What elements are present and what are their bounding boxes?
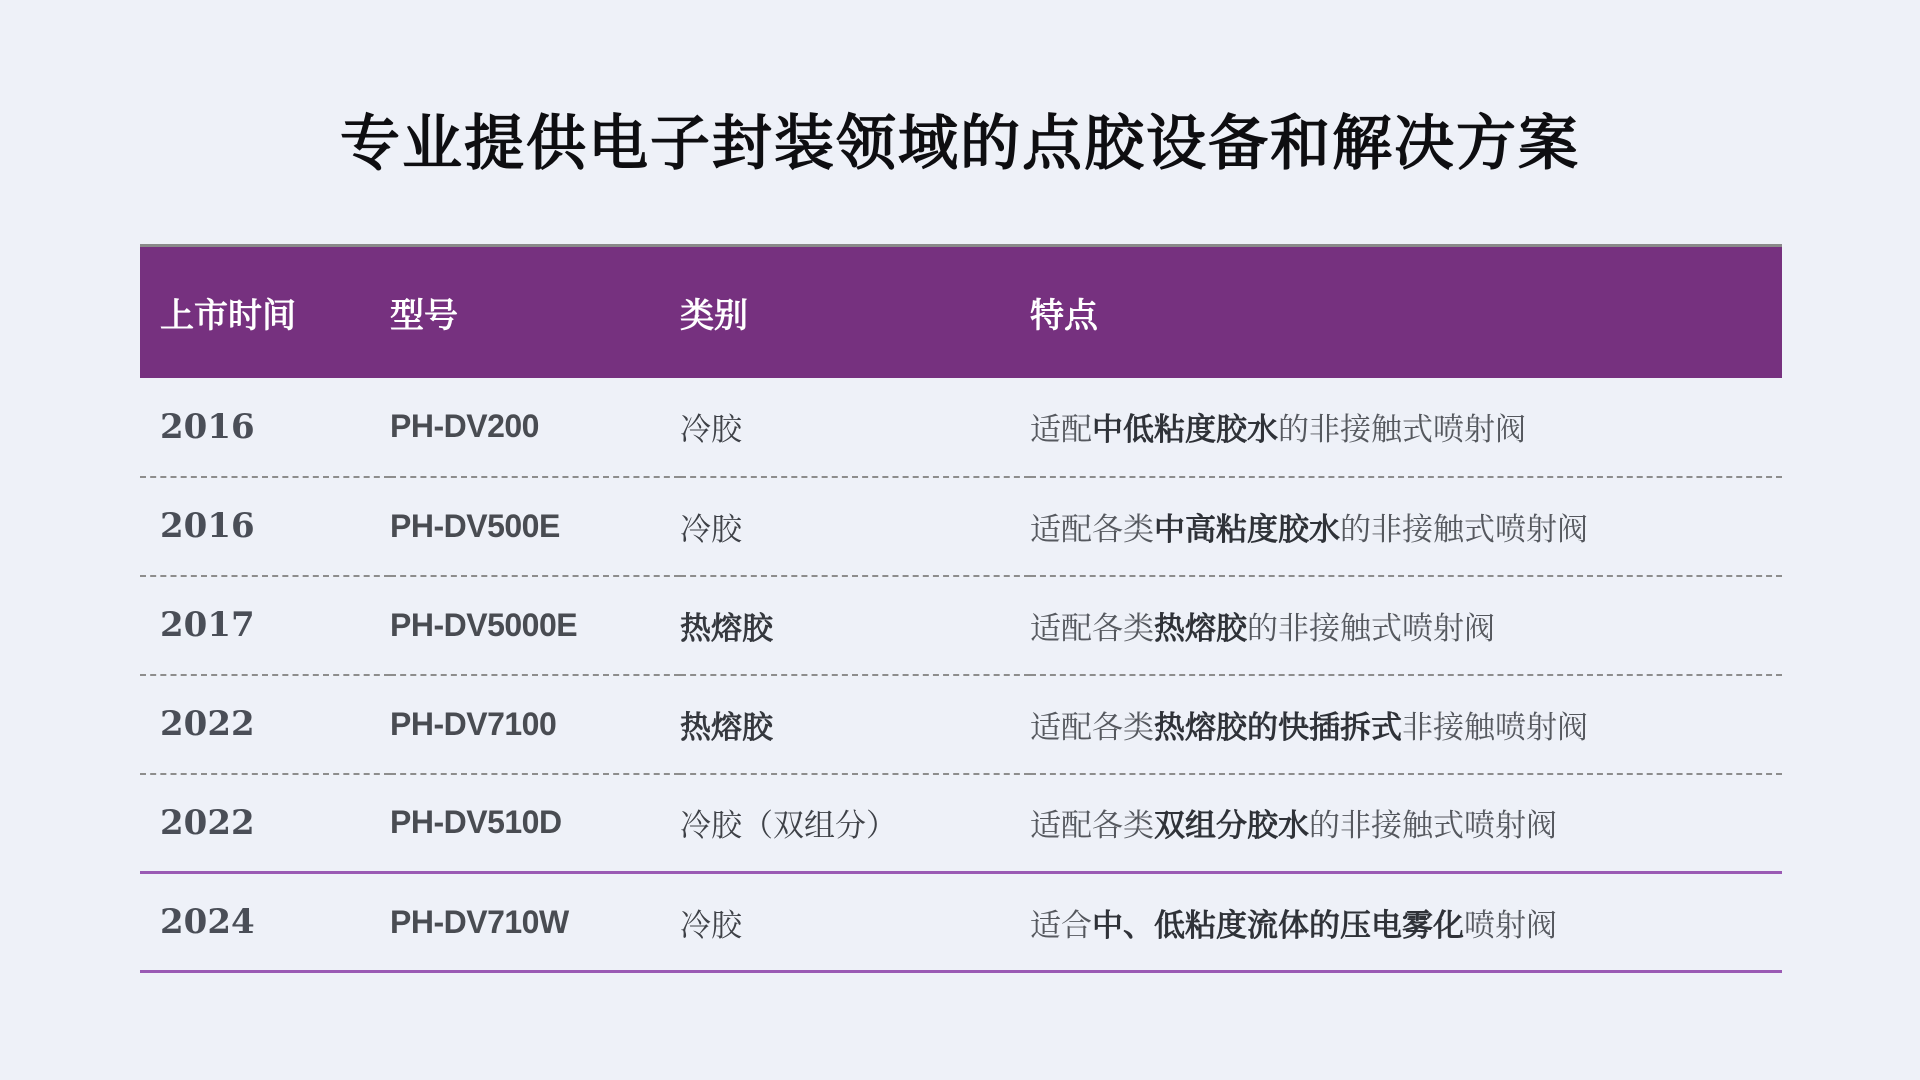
column-header-launch-time: 上市时间	[160, 296, 296, 335]
table-row	[140, 477, 1782, 576]
cell-model: PH-DV500E	[390, 507, 560, 544]
cell-category: 热熔胶	[680, 610, 773, 646]
page-title: 专业提供电子封装领域的点胶设备和解决方案	[340, 110, 1580, 177]
cell-category: 热熔胶	[680, 709, 773, 745]
table-row	[140, 378, 1782, 477]
cell-launch-year: 2016	[160, 406, 255, 447]
column-header-category: 类别	[680, 296, 748, 335]
cell-launch-year: 2022	[160, 802, 255, 843]
product-table	[140, 244, 1782, 973]
table-row	[140, 774, 1782, 873]
cell-feature: 适配各类热熔胶的快插拆式非接触喷射阀	[1030, 709, 1588, 745]
table-row	[140, 675, 1782, 774]
cell-launch-year: 2022	[160, 704, 255, 744]
cell-model: PH-DV5000E	[390, 606, 578, 643]
cell-model: PH-DV7100	[390, 705, 557, 742]
cell-feature: 适合中、低粘度流体的压电雾化喷射阀	[1030, 907, 1557, 943]
table-header-row	[140, 246, 1782, 378]
column-header-feature: 特点	[1030, 296, 1098, 335]
cell-category: 冷胶	[680, 511, 742, 547]
table-header	[140, 246, 1782, 378]
table-body	[140, 378, 1782, 972]
table-row	[140, 576, 1782, 675]
cell-launch-year: 2016	[160, 506, 255, 546]
cell-category: 冷胶	[680, 412, 742, 447]
table-row	[140, 873, 1782, 972]
cell-feature: 适配各类热熔胶的非接触式喷射阀	[1030, 610, 1495, 646]
cell-model: PH-DV710W	[390, 903, 569, 940]
cell-feature: 适配中低粘度胶水的非接触式喷射阀	[1030, 412, 1526, 447]
cell-feature: 适配各类双组分胶水的非接触式喷射阀	[1030, 808, 1557, 844]
cell-category: 冷胶（双组分）	[680, 808, 897, 844]
cell-launch-year: 2024	[160, 902, 255, 942]
cell-model: PH-DV510D	[390, 804, 562, 841]
cell-model: PH-DV200	[390, 408, 539, 444]
cell-category: 冷胶	[680, 907, 742, 943]
column-header-model: 型号	[390, 296, 458, 335]
cell-launch-year: 2017	[160, 605, 255, 645]
cell-feature: 适配各类中高粘度胶水的非接触式喷射阀	[1030, 511, 1588, 547]
